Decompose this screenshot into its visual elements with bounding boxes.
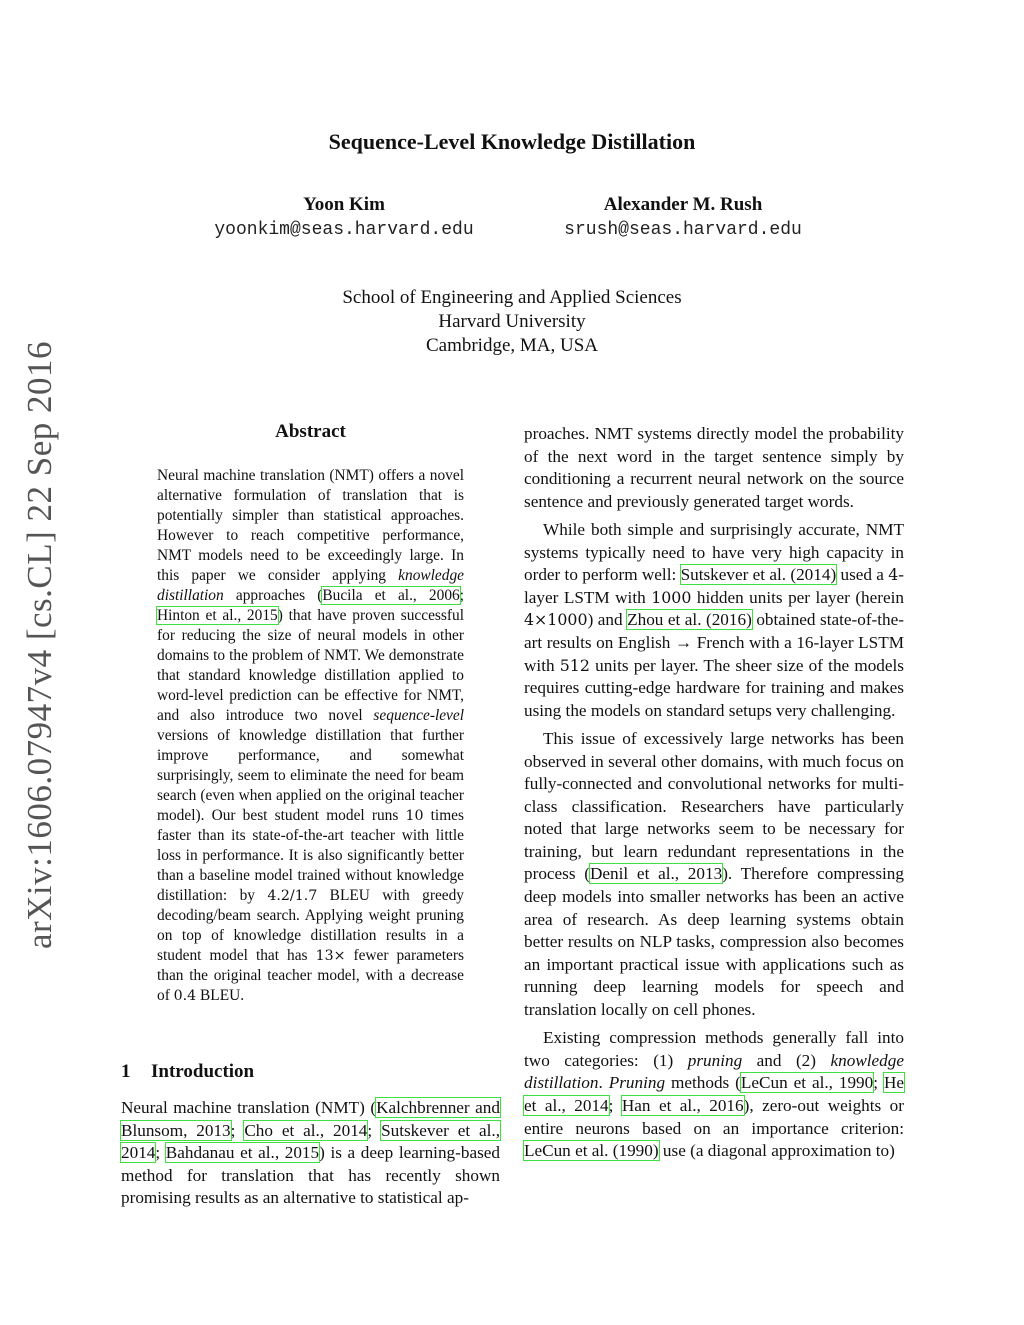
paper-title: Sequence-Level Knowledge Distillation (328, 129, 696, 154)
abstract-text: BLEU with greedy decoding/beam search. Applying weight pruning on top of knowledge distillation results in a student model that has (157, 887, 464, 964)
body-text: Neural machine translation (NMT) ( (121, 1098, 377, 1117)
abstract-emphasis: sequence-level (373, 707, 464, 724)
author-name: Yoon Kim (303, 194, 385, 215)
paragraph (524, 519, 904, 722)
body-text: ). Therefore compressing deep models into smaller networks has been an active area of research. As deep learning systems obtain better results on NLP tasks, compression also becomes an important practical issue with applications such as running deep learning models for speech and translation locally on cell phones. (524, 864, 904, 1020)
abstract-text: times faster than its state-of-the-art teacher with little loss in performance. It is also significantly better than a baseline model trained without knowledge distillation: by (157, 807, 464, 904)
body-text: . (598, 1073, 609, 1093)
citation-link[interactable]: LeCun et al., 1990 (740, 1073, 874, 1093)
abstract-text: versions of knowledge distillation that further improve performance, and somewhat surprisingly, seem to eliminate the need for beam search (even when applied on the original teacher model). Our best student model runs (157, 727, 464, 824)
affiliation-line: Harvard University (438, 311, 586, 332)
paragraph (121, 1097, 500, 1210)
citation-link[interactable]: Bucila et al., 2006 (322, 587, 460, 604)
citation-link[interactable]: Sutskever et al. (2014) (680, 565, 837, 585)
affiliation-line: School of Engineering and Applied Sciences (342, 287, 682, 308)
paragraph (524, 728, 904, 1022)
citation-link[interactable]: Zhou et al. (2016) (627, 610, 752, 630)
arxiv-sidebar-stamp: arXiv:1606.07947v4 [cs.CL] 22 Sep 2016 (20, 340, 59, 950)
math-value: 4×1000 (524, 610, 588, 630)
math-value: 13× (315, 948, 346, 964)
citation-link[interactable]: Sutskever et al., 2014 (121, 1120, 501, 1163)
body-text: ; (367, 1120, 382, 1140)
body-text: and (2) (742, 1050, 831, 1070)
body-text: ), zero-out weights or entire neurons based on an importance criterion: (524, 1096, 904, 1138)
section-title: Introduction (151, 1061, 255, 1082)
abstract-text: BLEU. (196, 987, 245, 1004)
body-text: ; (873, 1073, 884, 1093)
affiliation-line: Cambridge, MA, USA (425, 335, 599, 356)
body-text: methods ( (665, 1073, 741, 1093)
section-heading-introduction (121, 1061, 254, 1083)
citation-link[interactable]: Kalchbrenner and Blunsom, 2013 (121, 1098, 500, 1140)
author-block-1 (164, 194, 524, 240)
paragraph (524, 1027, 904, 1163)
body-text: -layer LSTM with (524, 565, 904, 607)
emphasis: Pruning (608, 1073, 666, 1093)
abstract-emphasis: knowledge distillation (157, 567, 464, 604)
abstract-text: approaches ( (223, 587, 323, 604)
body-text: hidden units per layer (herein (691, 587, 904, 607)
body-text: ; (155, 1143, 166, 1163)
body-text: While both simple and surprisingly accurate, NMT systems typically need to have very high capacity in order to perform well: (524, 519, 904, 585)
body-text: This issue of excessively large networks has been observed in several other domains, with much focus on fully-connected and convolutional networks for multi-class classification. Researchers have particularly noted that large networks seem to be necessary for training, but learn redundant representations in the process ( (524, 728, 904, 884)
section-number: 1 (121, 1061, 131, 1082)
math-value: 512 (559, 655, 590, 675)
body-text: units per layer. The sheer size of the models requires cutting-edge hardware for training and makes using the models on standard setups very challenging. (524, 655, 904, 720)
body-text: use (a diagonal approximation to) (658, 1141, 895, 1161)
author-block-2 (503, 194, 863, 240)
citation-link[interactable]: Denil et al., 2013 (590, 864, 723, 884)
body-text: obtained state-of-the-art results on English → French with a 16-layer LSTM with (524, 610, 904, 675)
abstract-body (157, 466, 464, 1006)
intro-body (121, 1097, 500, 1210)
right-column (524, 423, 904, 1168)
math-value: 10 (405, 808, 424, 824)
math-value: 1000 (651, 587, 692, 607)
citation-link[interactable]: Cho et al., 2014 (244, 1120, 368, 1140)
author-email[interactable]: srush@seas.harvard.edu (564, 220, 802, 240)
body-text: ; (608, 1096, 622, 1115)
abstract-text: ; (459, 587, 464, 604)
emphasis: pruning (687, 1050, 743, 1070)
author-name: Alexander M. Rush (603, 194, 763, 215)
math-value: 0.4 (173, 988, 197, 1004)
citation-link[interactable]: He et al., 2014 (524, 1073, 905, 1115)
author-email[interactable]: yoonkim@seas.harvard.edu (214, 220, 474, 240)
body-text: ) is a deep learning-based method for translation that has recently shown promising results as an alternative to statistical ap- (121, 1143, 500, 1208)
citation-link[interactable]: Bahdanau et al., 2015 (165, 1143, 320, 1163)
citation-link[interactable]: LeCun et al. (1990) (524, 1141, 659, 1161)
body-text: ) and (587, 610, 628, 630)
abstract-text: ) that have proven successful for reducing the size of neural models in other domains to the problem of NMT. We demonstrate that standard knowledge distillation applied to word-level prediction can be effective for NMT, and also introduce two novel (157, 607, 464, 724)
emphasis: knowledge distillation (524, 1050, 905, 1093)
body-text: ; (230, 1120, 245, 1140)
math-value: 4 (888, 565, 899, 585)
abstract-text: fewer parameters than the original teacher model, with a decrease of (157, 947, 464, 1004)
paragraph: proaches. NMT systems directly model the probability of the next word in the target sentence simply by conditioning a recurrent neural network on the source sentence and previously generated target words. (524, 424, 904, 511)
body-text: Existing compression methods generally fall into two categories: (1) (524, 1028, 904, 1070)
citation-link[interactable]: Hinton et al., 2015 (157, 607, 278, 624)
math-value: 4.2/1.7 (267, 888, 318, 904)
abstract-text: Neural machine translation (NMT) offers a novel alternative formulation of translation that is potentially simpler than statistical approaches. However to reach competitive performance, NMT models need to be exceedingly large. In this paper we consider applying (157, 467, 464, 584)
citation-link[interactable]: Han et al., 2016 (621, 1096, 744, 1115)
body-text: used a (836, 565, 889, 585)
affiliation (0, 286, 1024, 358)
abstract-heading: Abstract (275, 421, 346, 442)
